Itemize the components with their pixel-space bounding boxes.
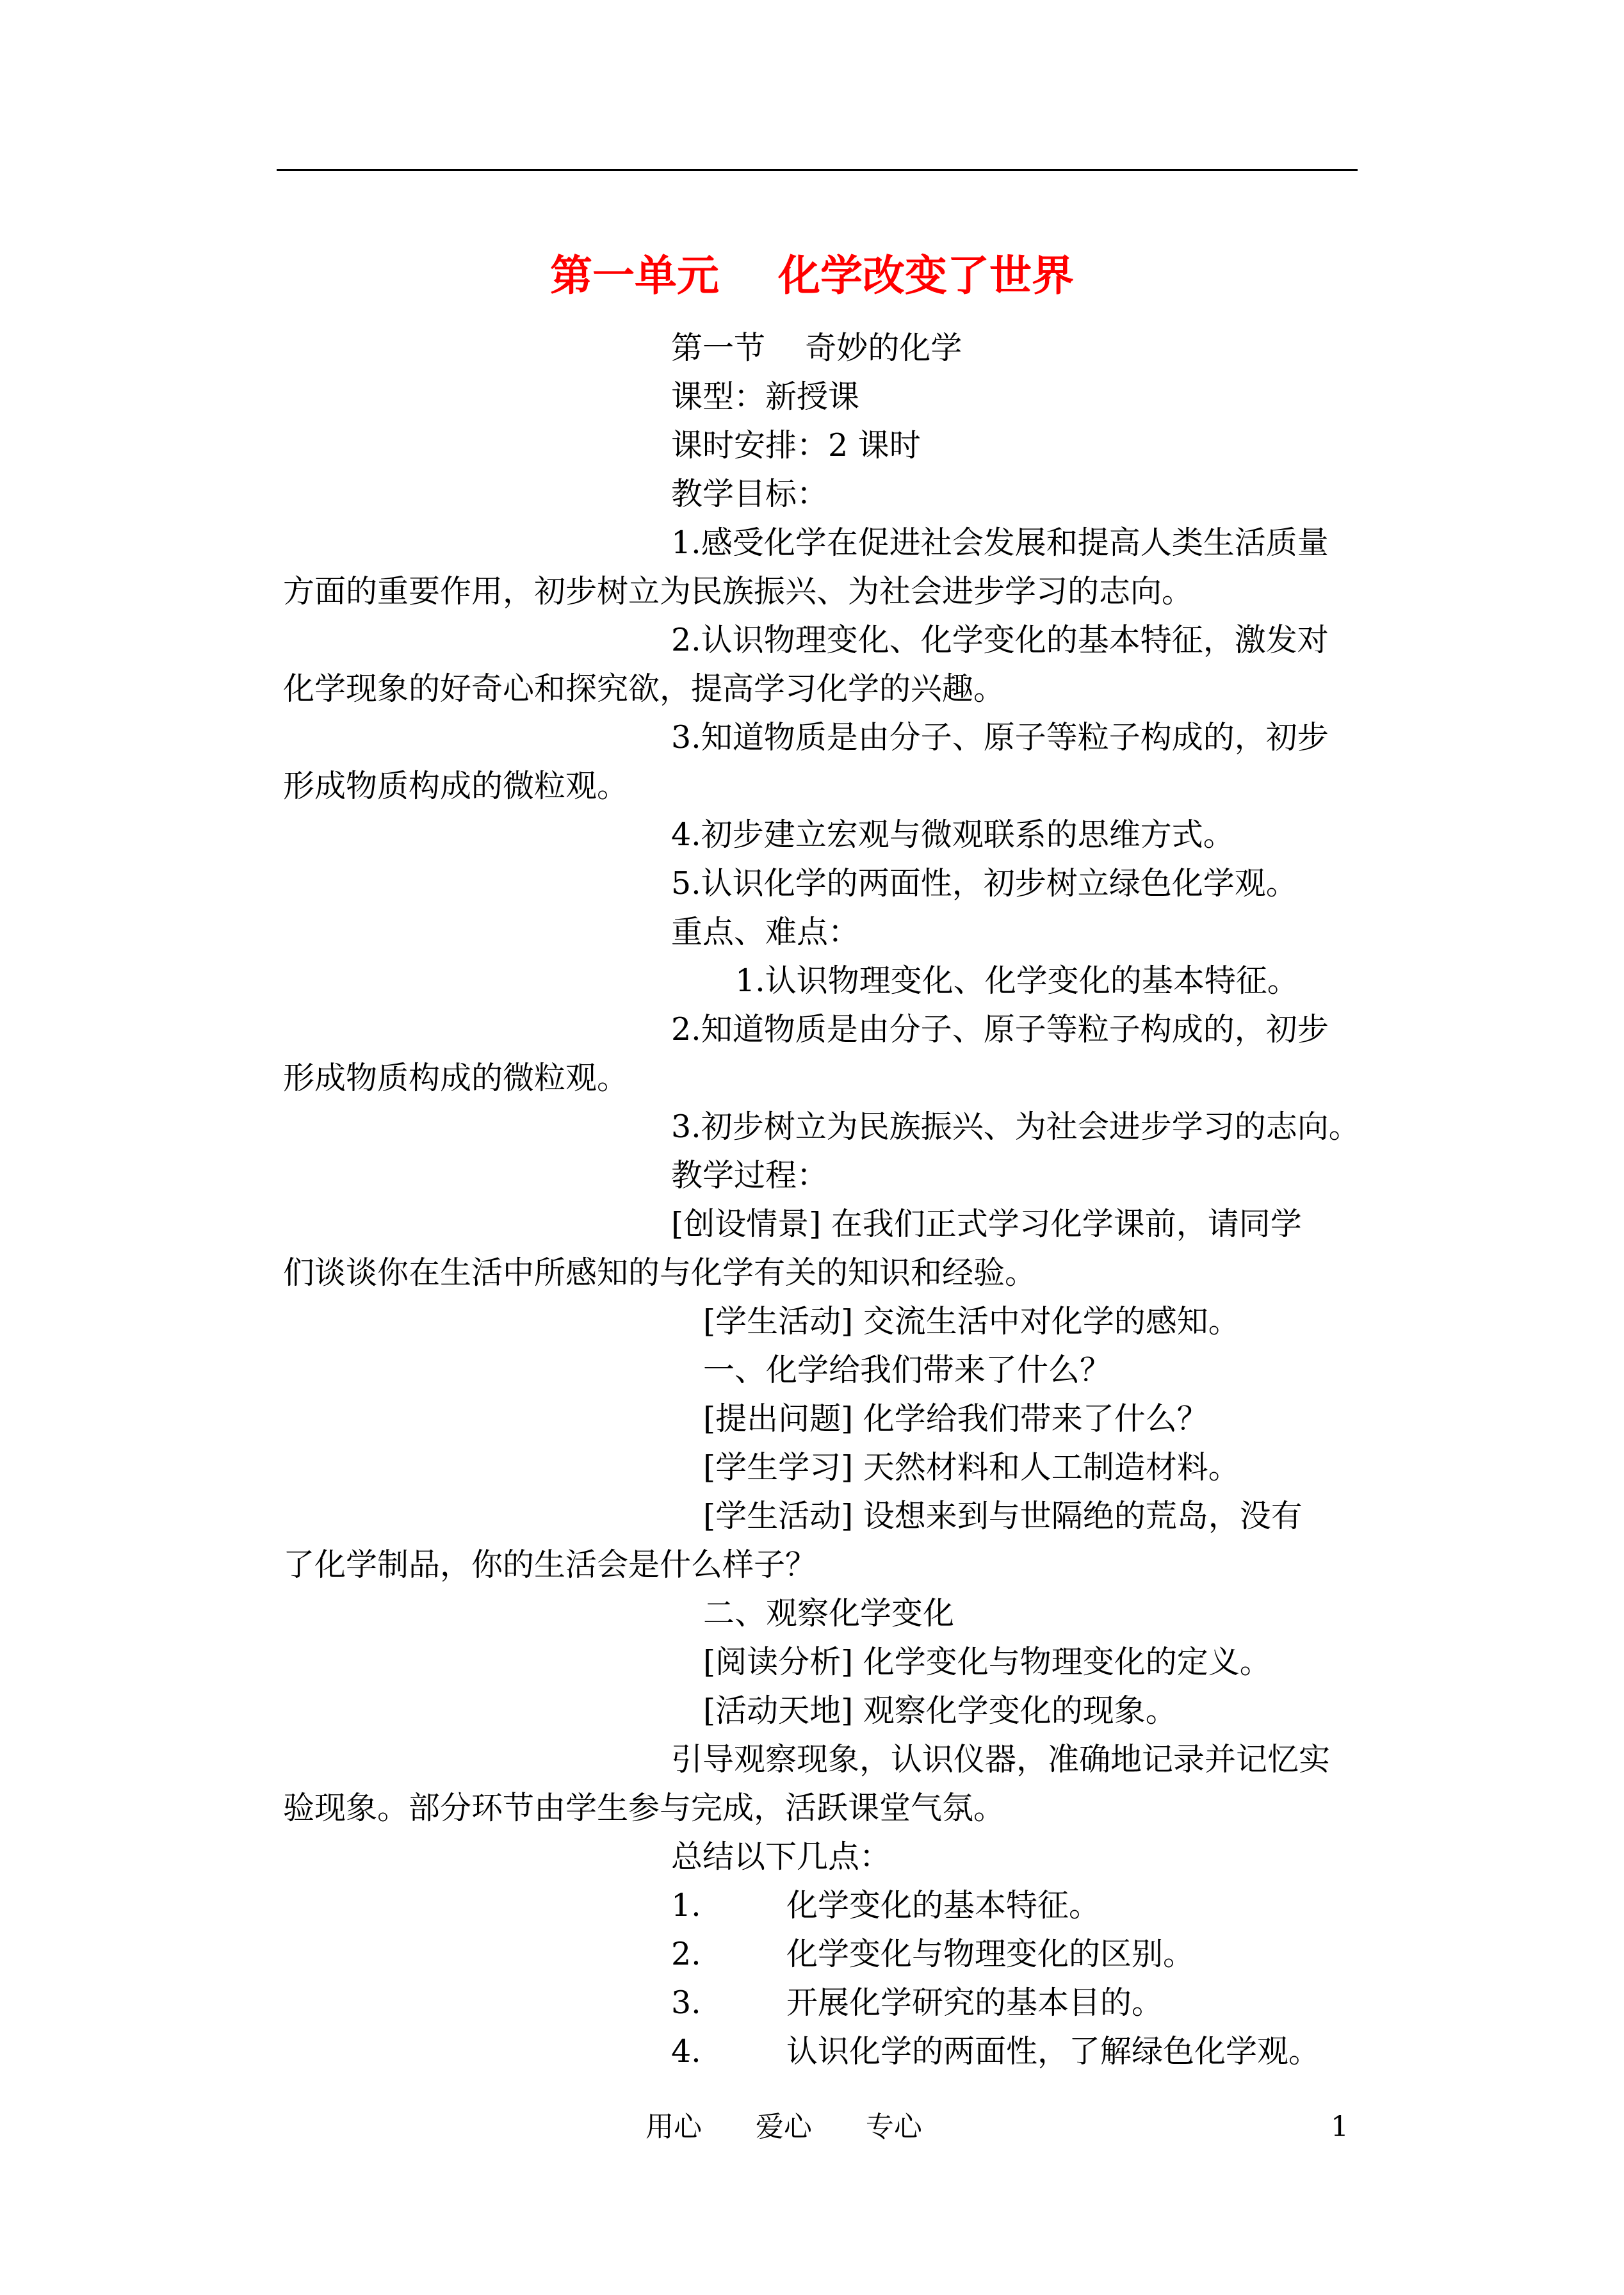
paragraph-line: 3.知道物质是由分子、原子等粒子构成的，初步 <box>671 719 1329 756</box>
page-number: 1 <box>1331 2111 1349 2143</box>
summary-item-number: 4. <box>671 2033 701 2070</box>
subsection-heading: 二、观察化学变化 <box>703 1595 955 1632</box>
paragraph-line: 了化学制品，你的生活会是什么样子？ <box>283 1546 817 1583</box>
objectives-heading: 教学目标： <box>671 476 829 512</box>
paragraph-line: [学生学习] 天然材料和人工制造材料。 <box>703 1449 1240 1486</box>
lesson-hours: 课时安排：2 课时 <box>671 427 921 464</box>
paragraph-line: 们谈谈你在生活中所感知的与化学有关的知识和经验。 <box>283 1254 1037 1291</box>
summary-item-number: 2. <box>671 1936 701 1972</box>
section-heading: 第一节 奇妙的化学 <box>671 330 962 366</box>
summary-item-text: 认识化学的两面性，了解绿色化学观。 <box>786 2033 1320 2070</box>
subsection-heading: 一、化学给我们带来了什么？ <box>703 1352 1112 1388</box>
lesson-type: 课型：新授课 <box>671 378 860 415</box>
paragraph-line: 1.感受化学在促进社会发展和提高人类生活质量 <box>671 524 1329 561</box>
paragraph-line: [创设情景] 在我们正式学习化学课前，请同学 <box>671 1206 1302 1242</box>
paragraph-line: 5.认识化学的两面性，初步树立绿色化学观。 <box>671 865 1297 902</box>
header-rule <box>277 169 1358 171</box>
paragraph-line: [提出问题] 化学给我们带来了什么？ <box>703 1400 1208 1437</box>
paragraph-line: 引导观察现象，认识仪器，准确地记录并记忆实 <box>671 1741 1331 1778</box>
paragraph-line: [阅读分析] 化学变化与物理变化的定义。 <box>703 1644 1271 1680</box>
paragraph-line: 4.初步建立宏观与微观联系的思维方式。 <box>671 816 1235 853</box>
summary-heading: 总结以下几点： <box>671 1838 891 1875</box>
document-title: 第一单元 化学改变了世界 <box>550 250 1074 300</box>
paragraph-line: 3.初步树立为民族振兴、为社会进步学习的志向。 <box>671 1108 1360 1145</box>
summary-item-text: 开展化学研究的基本目的。 <box>786 1984 1164 2021</box>
paragraph-line: 1.认识物理变化、化学变化的基本特征。 <box>735 962 1299 999</box>
summary-item-text: 化学变化的基本特征。 <box>786 1887 1101 1924</box>
paragraph-line: 2.知道物质是由分子、原子等粒子构成的，初步 <box>671 1011 1329 1048</box>
key-points-heading: 重点、难点： <box>671 914 860 950</box>
paragraph-line: 形成物质构成的微粒观。 <box>283 1060 629 1096</box>
paragraph-line: [学生活动] 设想来到与世隔绝的荒岛，没有 <box>703 1498 1303 1534</box>
paragraph-line: [学生活动] 交流生活中对化学的感知。 <box>703 1303 1240 1340</box>
paragraph-line: 化学现象的好奇心和探究欲，提高学习化学的兴趣。 <box>283 670 1005 707</box>
paragraph-line: 形成物质构成的微粒观。 <box>283 768 629 804</box>
paragraph-line: [活动天地] 观察化学变化的现象。 <box>703 1692 1177 1729</box>
summary-item-text: 化学变化与物理变化的区别。 <box>786 1936 1195 1972</box>
process-heading: 教学过程： <box>671 1157 829 1194</box>
summary-item-number: 3. <box>671 1984 701 2021</box>
summary-item-number: 1. <box>671 1887 701 1924</box>
footer-motto: 用心 爱心 专心 <box>646 2111 922 2143</box>
paragraph-line: 方面的重要作用，初步树立为民族振兴、为社会进步学习的志向。 <box>283 573 1194 610</box>
paragraph-line: 验现象。部分环节由学生参与完成，活跃课堂气氛。 <box>283 1790 1005 1826</box>
paragraph-line: 2.认识物理变化、化学变化的基本特征，激发对 <box>671 622 1329 658</box>
